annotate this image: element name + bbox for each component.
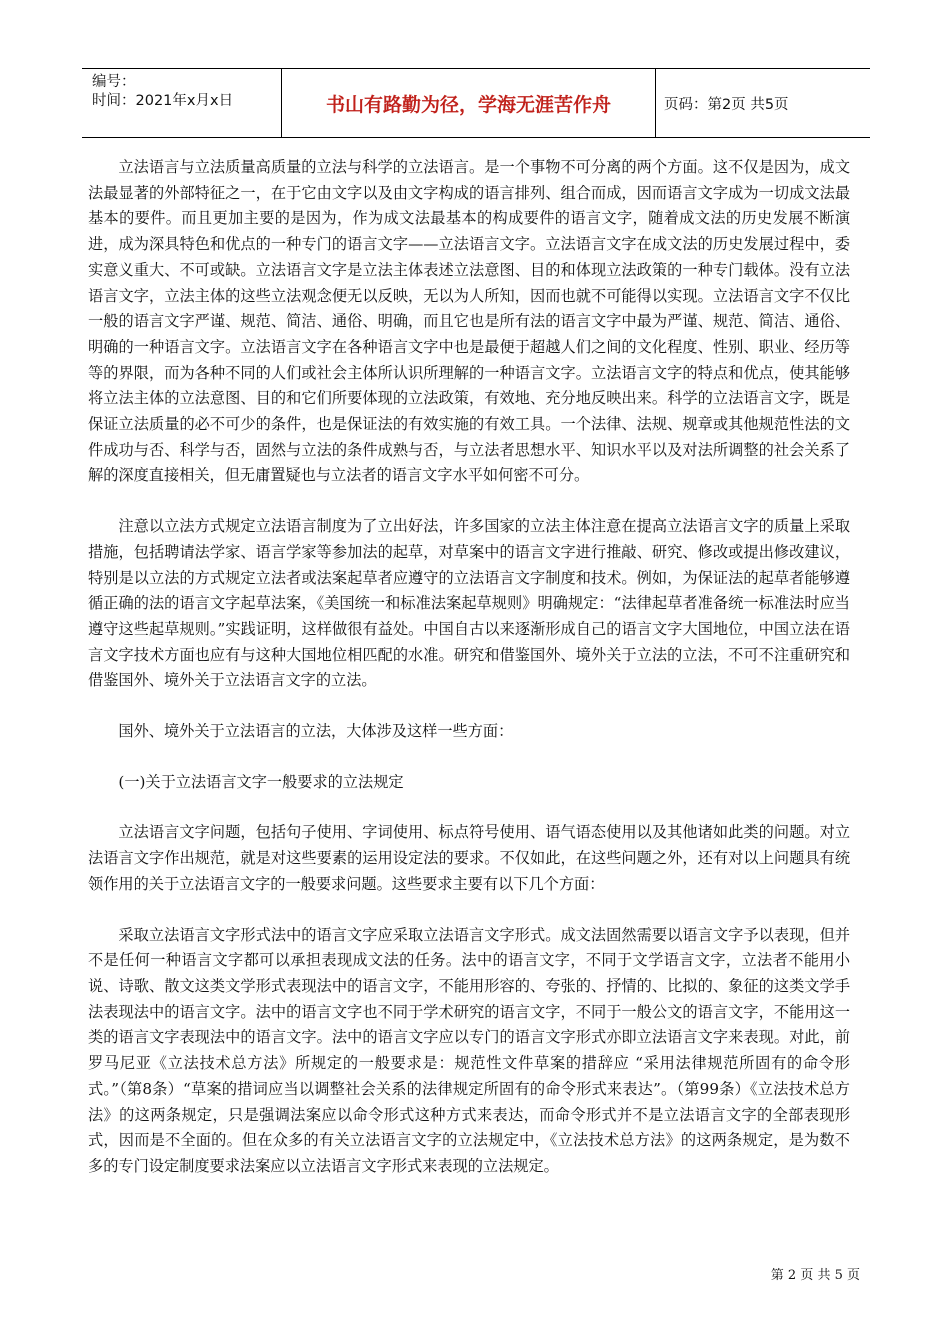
document-time-label: 时间：2021年x月x日 — [92, 93, 234, 109]
paragraph-5: 采取立法语言文字形式法中的语言文字应采取立法语言文字形式。成文法固然需要以语言文字予以表现，但并不是任何一种语言文字都可以承担表现成文法的任务。法中的语言文字，不同于文学语言文字，立法者不能用小说、诗歌、散文这类文学形式表现法中的语言文字，不能用形容的、夸张的、抒情的、比拟的、象征的这类文学手法表现法中的语言文字。法中的语言文字也不同于学术研究的语言文字，不同于一般公文的语言文字，不能用这一类的语言文字表现法中的语言文字。法中的语言文字应以专门的语言文字形式亦即立法语言文字来表现。对此，前罗马尼亚《立法技术总方法》所规定的一般要求是：规范性文件草案的措辞应 “采用法律规范所固有的命令形式。”（第8条）“草案的措词应当以调整社会关系的法律规定所固有的命令形式来表达”。（第99条）《立法技术总方法》的这两条规定，只是强调法案应以命令形式这种方式来表达，而命令形式并不是立法语言文字的全部表现形式，因而是不全面的。但在众多的有关立法语言文字的立法规定中，《立法技术总方法》的这两条规定，是为数不多的专门设定制度要求法案应以立法语言文字形式来表现的立法规定。 — [88, 925, 850, 1175]
paragraph-3: 国外、境外关于立法语言的立法，大体涉及这样一些方面： — [118, 722, 514, 741]
header-page-info: 页码：第2页 共5页 — [664, 96, 789, 113]
header-motto: 书山有路勤为径，学海无涯苦作舟 — [282, 69, 656, 137]
page-footer: 第 2 页 共 5 页 — [770, 1268, 860, 1283]
document-body — [88, 155, 850, 1180]
paragraph-1: 立法语言与立法质量高质量的立法与科学的立法语言。是一个事物不可分离的两个方面。这不仅是因为，成文法最显著的外部特征之一，在于它由文字以及由文字构成的语言排列、组合而成，因而语言文字成为一切成文法最基本的要件。而且更加主要的是因为，作为成文法最基本的构成要件的语言文字，随着成文法的历史发展不断演进，成为深具特色和优点的一种专门的语言文字——立法语言文字。立法语言文字在成文法的历史发展过程中，委实意义重大、不可或缺。立法语言文字是立法主体表述立法意图、目的和体现立法政策的一种专门载体。没有立法语言文字，立法主体的这些立法观念便无以反映，无以为人所知，因而也就不可能得以实现。立法语言文字不仅比一般的语言文字严谨、规范、简洁、通俗、明确，而且它也是所有法的语言文字中最为严谨、规范、简洁、通俗、明确的一种语言文字。立法语言文字在各种语言文字中也是最便于超越人们之间的文化程度、性别、职业、经历等等的界限，而为各种不同的人们或社会主体所认识所理解的一种语言文字。立法语言文字的特点和优点，使其能够将立法主体的立法意图、目的和它们所要体现的立法政策，有效地、充分地反映出来。科学的立法语言文字，既是保证立法质量的必不可少的条件，也是保证法的有效实施的有效工具。一个法律、法规、规章或其他规范性法的文件成功与否、科学与否，固然与立法的条件成熟与否，与立法者思想水平、知识水平以及对法所调整的社会关系了解的深度直接相关，但无庸置疑也与立法者的语言文字水平如何密不可分。 — [88, 158, 850, 485]
paragraph-2: 注意以立法方式规定立法语言制度为了立出好法，许多国家的立法主体注意在提高立法语言文字的质量上采取措施，包括聘请法学家、语言学家等参加法的起草，对草案中的语言文字进行推敲、研究、修改或提出修改建议，特别是以立法的方式规定立法者或法案起草者应遵守的立法语言文字制度和技术。例如，为保证法的起草者能够遵循正确的法的语言文字起草法案，《美国统一和标准法案起草规则》明确规定：“法律起草者准备统一标准法时应当遵守这些起草规则。”实践证明，这样做很有益处。中国自古以来逐渐形成自己的语言文字大国地位，中国立法在语言文字技术方面也应有与这种大国地位相匹配的水准。研究和借鉴国外、境外关于立法的立法，不可不注重研究和借鉴国外、境外关于立法语言文字的立法。 — [88, 517, 850, 690]
page-header — [82, 68, 870, 138]
section-heading: (一)关于立法语言文字一般要求的立法规定 — [118, 772, 404, 791]
paragraph-4: 立法语言文字问题，包括句子使用、字词使用、标点符号使用、语气语态使用以及其他诸如此类的问题。对立法语言文字作出规范，就是对这些要素的运用设定法的要求。不仅如此，在这些问题之外，还有对以上问题具有统领作用的关于立法语言文字的一般要求问题。这些要求主要有以下几个方面： — [88, 823, 850, 893]
document-number-label: 编号： — [92, 74, 136, 90]
header-meta — [82, 69, 282, 137]
